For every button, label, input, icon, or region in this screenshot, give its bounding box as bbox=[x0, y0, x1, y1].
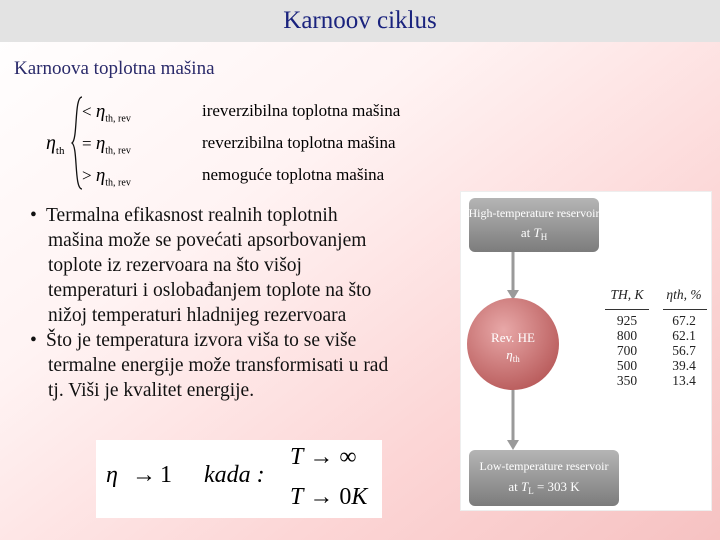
bullet-item bbox=[30, 203, 470, 328]
formula-symbol: η bbox=[95, 165, 106, 186]
condition-line-1: T → ∞ bbox=[290, 444, 357, 470]
bullet-line: toplote iz rezervoara na što višoj bbox=[48, 255, 302, 276]
formula-symbol: η bbox=[95, 101, 106, 122]
bullet-line: mašina može se povećati apsorbovanjem bbox=[48, 230, 367, 251]
high-reservoir-label: High-temperature reservoir bbox=[468, 206, 600, 220]
table-header-temp: TH, K bbox=[610, 287, 644, 302]
bullet-list bbox=[30, 203, 470, 403]
low-reservoir-label: Low-temperature reservoir bbox=[479, 459, 609, 473]
formula-lhs-subscript: th bbox=[55, 145, 65, 157]
slide-title: Karnoov ciklus bbox=[283, 7, 437, 34]
formula-lhs: $\eta_{th}$ bbox=[46, 132, 65, 157]
engine-label: Rev. HE bbox=[491, 330, 535, 345]
formula-subscript: th, rev bbox=[105, 145, 131, 157]
heat-engine-figure bbox=[460, 191, 712, 511]
low-reservoir-temp: at $T_L = 303$ K bbox=[508, 479, 580, 496]
condition-one: 1 bbox=[160, 462, 172, 488]
high-reservoir-temp: at $T_H$ bbox=[520, 225, 548, 242]
efficiency-comparison-formula bbox=[40, 95, 440, 195]
formula-subscript: th, rev bbox=[105, 177, 131, 189]
efficiency-table bbox=[603, 287, 709, 388]
table-row: 800 62.1 bbox=[616, 328, 696, 343]
formula-description: nemoguće toplotna mašina bbox=[202, 165, 385, 184]
bullet-line: Što je temperatura izvora viša to se više bbox=[46, 330, 357, 351]
table-row: 350 13.4 bbox=[616, 373, 696, 388]
table-header-rule bbox=[605, 309, 649, 310]
formula-description: ireverzibilna toplotna mašina bbox=[202, 101, 401, 120]
table-header-eff: ηth, % bbox=[666, 287, 702, 302]
formula-description: reverzibilna toplotna mašina bbox=[202, 133, 396, 152]
formula-operator: < bbox=[82, 102, 92, 121]
bullet-line: temperaturi i oslobađanjem toplote na što bbox=[48, 280, 372, 301]
formula-symbol: η bbox=[95, 133, 106, 154]
engine-eta: $\eta_{th}$ bbox=[506, 347, 520, 364]
formula-subscript: th, rev bbox=[105, 113, 131, 125]
table-row: 925 67.2 bbox=[616, 313, 696, 328]
bullet-line: Termalna efikasnost realnih toplotnih bbox=[46, 205, 338, 226]
bullet-dot-icon: • bbox=[30, 330, 37, 351]
table-header-rule bbox=[663, 309, 707, 310]
formula-operator: = bbox=[82, 134, 92, 153]
bullet-line: nižoj temperaturi hladnijeg rezervoara bbox=[48, 305, 347, 326]
bullet-line: tj. Viši je kvalitet energije. bbox=[48, 380, 255, 401]
table-row: 500 39.4 bbox=[616, 358, 696, 373]
bullet-item bbox=[30, 328, 470, 403]
table-row: 700 56.7 bbox=[616, 343, 696, 358]
condition-kada: kada : bbox=[204, 462, 265, 488]
slide-title-bar bbox=[0, 0, 720, 42]
limit-condition-formula bbox=[96, 440, 382, 518]
condition-eta: η bbox=[106, 462, 118, 488]
table-header bbox=[603, 287, 709, 307]
condition-line-2: T → 0K bbox=[290, 484, 368, 510]
arrow-right-icon: → bbox=[132, 462, 156, 488]
bullet-dot-icon: • bbox=[30, 205, 37, 226]
slide-subtitle: Karnoova toplotna mašina bbox=[14, 58, 215, 79]
formula-operator: > bbox=[82, 166, 92, 185]
bullet-line: termalne energije može transformisati u rad bbox=[48, 355, 389, 376]
